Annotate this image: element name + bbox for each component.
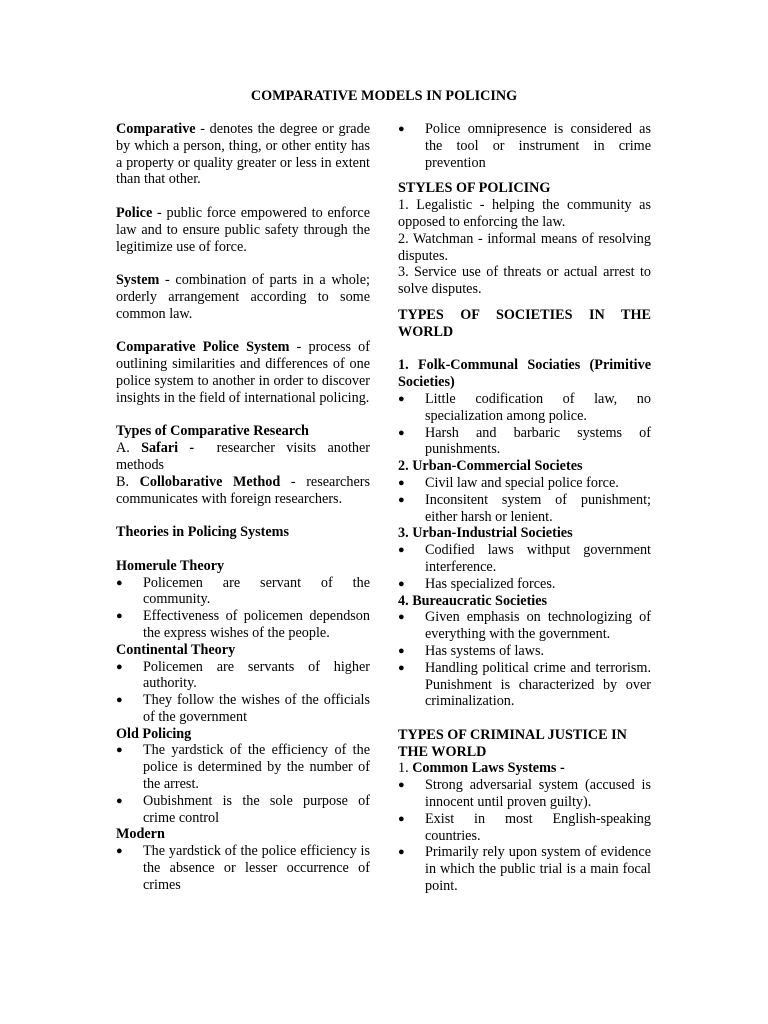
bullet-icon: ● <box>398 476 405 489</box>
subsection-heading <box>398 760 651 777</box>
bullet-icon: ● <box>398 644 405 657</box>
list-prefix: A. <box>116 440 142 457</box>
style-item: 2. Watchman - informal means of resolving disputes. <box>398 230 651 264</box>
bullet-icon: ● <box>398 846 405 859</box>
bullet-icon: ● <box>398 611 405 624</box>
list-item-text: Given emphasis on technologizing of everything with the government. <box>425 609 651 643</box>
section-heading: TYPES OF SOCIETIES IN THE WORLD <box>398 306 651 340</box>
subsection-heading: Homerule Theory <box>116 557 225 574</box>
definition-text: - public force empowered to enforce law and to ensure public safety through the legitimize use of force. <box>116 204 370 255</box>
list-item-text: Codified laws withput government interference. <box>425 542 651 575</box>
definition-comparative-police-system <box>116 339 370 406</box>
list-item-text: Effectiveness of policemen dependson the express wishes of the people. <box>143 608 370 641</box>
section-heading: Types of Comparative Research <box>116 423 309 440</box>
subsection-heading: Continental Theory <box>116 641 236 658</box>
bullet-icon: ● <box>398 544 405 557</box>
list-item <box>398 660 651 710</box>
right-column <box>398 121 651 895</box>
term: Safari - <box>141 440 195 457</box>
list-prefix: 1. <box>398 760 413 777</box>
bullet-icon: ● <box>398 661 405 674</box>
list-item-text: Primarily rely upon system of evidence in which the public trial is a main focal point. <box>425 844 651 895</box>
list-item-text: Handling political crime and terrorism. Punishment is characterized by over criminalization. <box>425 659 651 710</box>
definition-text: researcher visits another methods <box>116 440 374 473</box>
list-item <box>398 609 651 643</box>
term: Police <box>116 204 153 221</box>
style-item: 1. Legalistic - helping the community as opposed to enforcing the law. <box>398 197 651 230</box>
list-item <box>398 777 651 811</box>
list-prefix: B. <box>116 473 140 490</box>
list-item <box>398 492 651 526</box>
subsection-heading: 3. Urban-Industrial Societies <box>398 525 573 542</box>
bullet-icon: ● <box>398 493 405 506</box>
term: Comparative <box>116 121 196 137</box>
bullet-icon: ● <box>398 779 405 792</box>
research-type-a <box>116 440 374 474</box>
list-item <box>116 608 370 642</box>
style-item: 3. Service use of threats or actual arrest to solve disputes. <box>398 264 651 298</box>
list-item-text: Civil law and special police force. <box>425 474 619 491</box>
bullet-icon: ● <box>398 577 405 590</box>
bullet-icon: ● <box>398 812 405 825</box>
list-item-text: Has systems of laws. <box>425 642 545 659</box>
list-item <box>116 575 370 609</box>
list-item-text: Little codification of law, no specialization among police. <box>425 390 651 424</box>
definition-text: - denotes the degree or grade by which a person, thing, or other entity has a property or quality greater or less in extent than that other. <box>116 121 370 188</box>
list-item <box>116 742 370 792</box>
bullet-icon: ● <box>398 392 405 405</box>
list-item-text: Police omnipresence is considered as the tool or instrument in crime prevention <box>425 121 651 171</box>
bullet-icon: ● <box>116 845 123 858</box>
list-item <box>116 692 370 726</box>
page-title: COMPARATIVE MODELS IN POLICING <box>250 88 518 104</box>
subsection-heading: 1. Folk-Communal Sociaties (Primitive Societies) <box>398 357 651 391</box>
definition-comparative <box>116 121 370 188</box>
term: Collobarative Method <box>139 473 281 490</box>
left-column <box>116 121 374 894</box>
list-item <box>398 425 651 459</box>
list-item-text: Policemen are servants of higher authority. <box>143 658 370 692</box>
list-item <box>398 844 651 894</box>
bullet-icon: ● <box>116 794 123 807</box>
list-item <box>116 843 370 893</box>
list-item-text: Has specialized forces. <box>425 575 556 592</box>
list-item-text: Exist in most English-speaking countries. <box>425 810 651 844</box>
research-type-b <box>116 474 370 508</box>
subsection-heading: 2. Urban-Commercial Societes <box>398 458 583 475</box>
bullet-icon: ● <box>116 660 123 673</box>
list-item <box>116 659 370 693</box>
list-item-text: Strong adversarial system (accused is innocent until proven guilty). <box>425 777 651 811</box>
bullet-icon: ● <box>116 610 123 623</box>
bullet-icon: ● <box>398 123 405 135</box>
definition-system <box>116 272 370 322</box>
list-item-text: Oubishment is the sole purpose of crime control <box>143 792 370 826</box>
bullet-icon: ● <box>398 426 405 439</box>
subsection-heading: Modern <box>116 826 165 843</box>
section-heading: Theories in Policing Systems <box>116 524 290 541</box>
section-heading: STYLES OF POLICING <box>398 180 551 197</box>
list-item-text: The yardstick of the police efficiency is the absence or lesser occurrence of crimes <box>143 843 370 893</box>
bullet-icon: ● <box>116 694 123 707</box>
list-item <box>398 643 651 660</box>
definition-text: - researchers communicates with foreign researchers. <box>116 473 370 507</box>
list-item <box>398 391 651 425</box>
definition-police <box>116 205 370 255</box>
list-item-text: The yardstick of the efficiency of the police is determined by the number of the arrest. <box>143 742 370 793</box>
section-heading: TYPES OF CRIMINAL JUSTICE IN THE WORLD <box>398 726 627 760</box>
list-item <box>116 793 370 827</box>
bullet-icon: ● <box>116 744 123 757</box>
list-item-text: Policemen are servant of the community. <box>143 574 370 608</box>
list-item <box>398 811 651 845</box>
term: Comparative Police System <box>116 339 290 356</box>
list-item <box>398 576 651 593</box>
definition-text: - process of outlining similarities and differences of one police system to another in order to discover insights in the field of international policing. <box>116 339 370 406</box>
subsection-heading: 4. Bureaucratic Societies <box>398 592 548 609</box>
list-item <box>398 475 651 492</box>
term: System <box>116 272 160 289</box>
term: Common Laws Systems - <box>412 760 565 777</box>
list-item <box>398 121 651 171</box>
definition-text: - combination of parts in a whole; orderly arrangement according to some common law. <box>116 272 370 322</box>
list-item-text: Inconsitent system of punishment; either harsh or lenient. <box>425 491 651 525</box>
subsection-heading: Old Policing <box>116 725 192 742</box>
bullet-icon: ● <box>116 576 123 589</box>
list-item-text: They follow the wishes of the officials of the government <box>143 692 370 725</box>
list-item-text: Harsh and barbaric systems of punishments. <box>425 424 651 458</box>
list-item <box>398 542 651 576</box>
